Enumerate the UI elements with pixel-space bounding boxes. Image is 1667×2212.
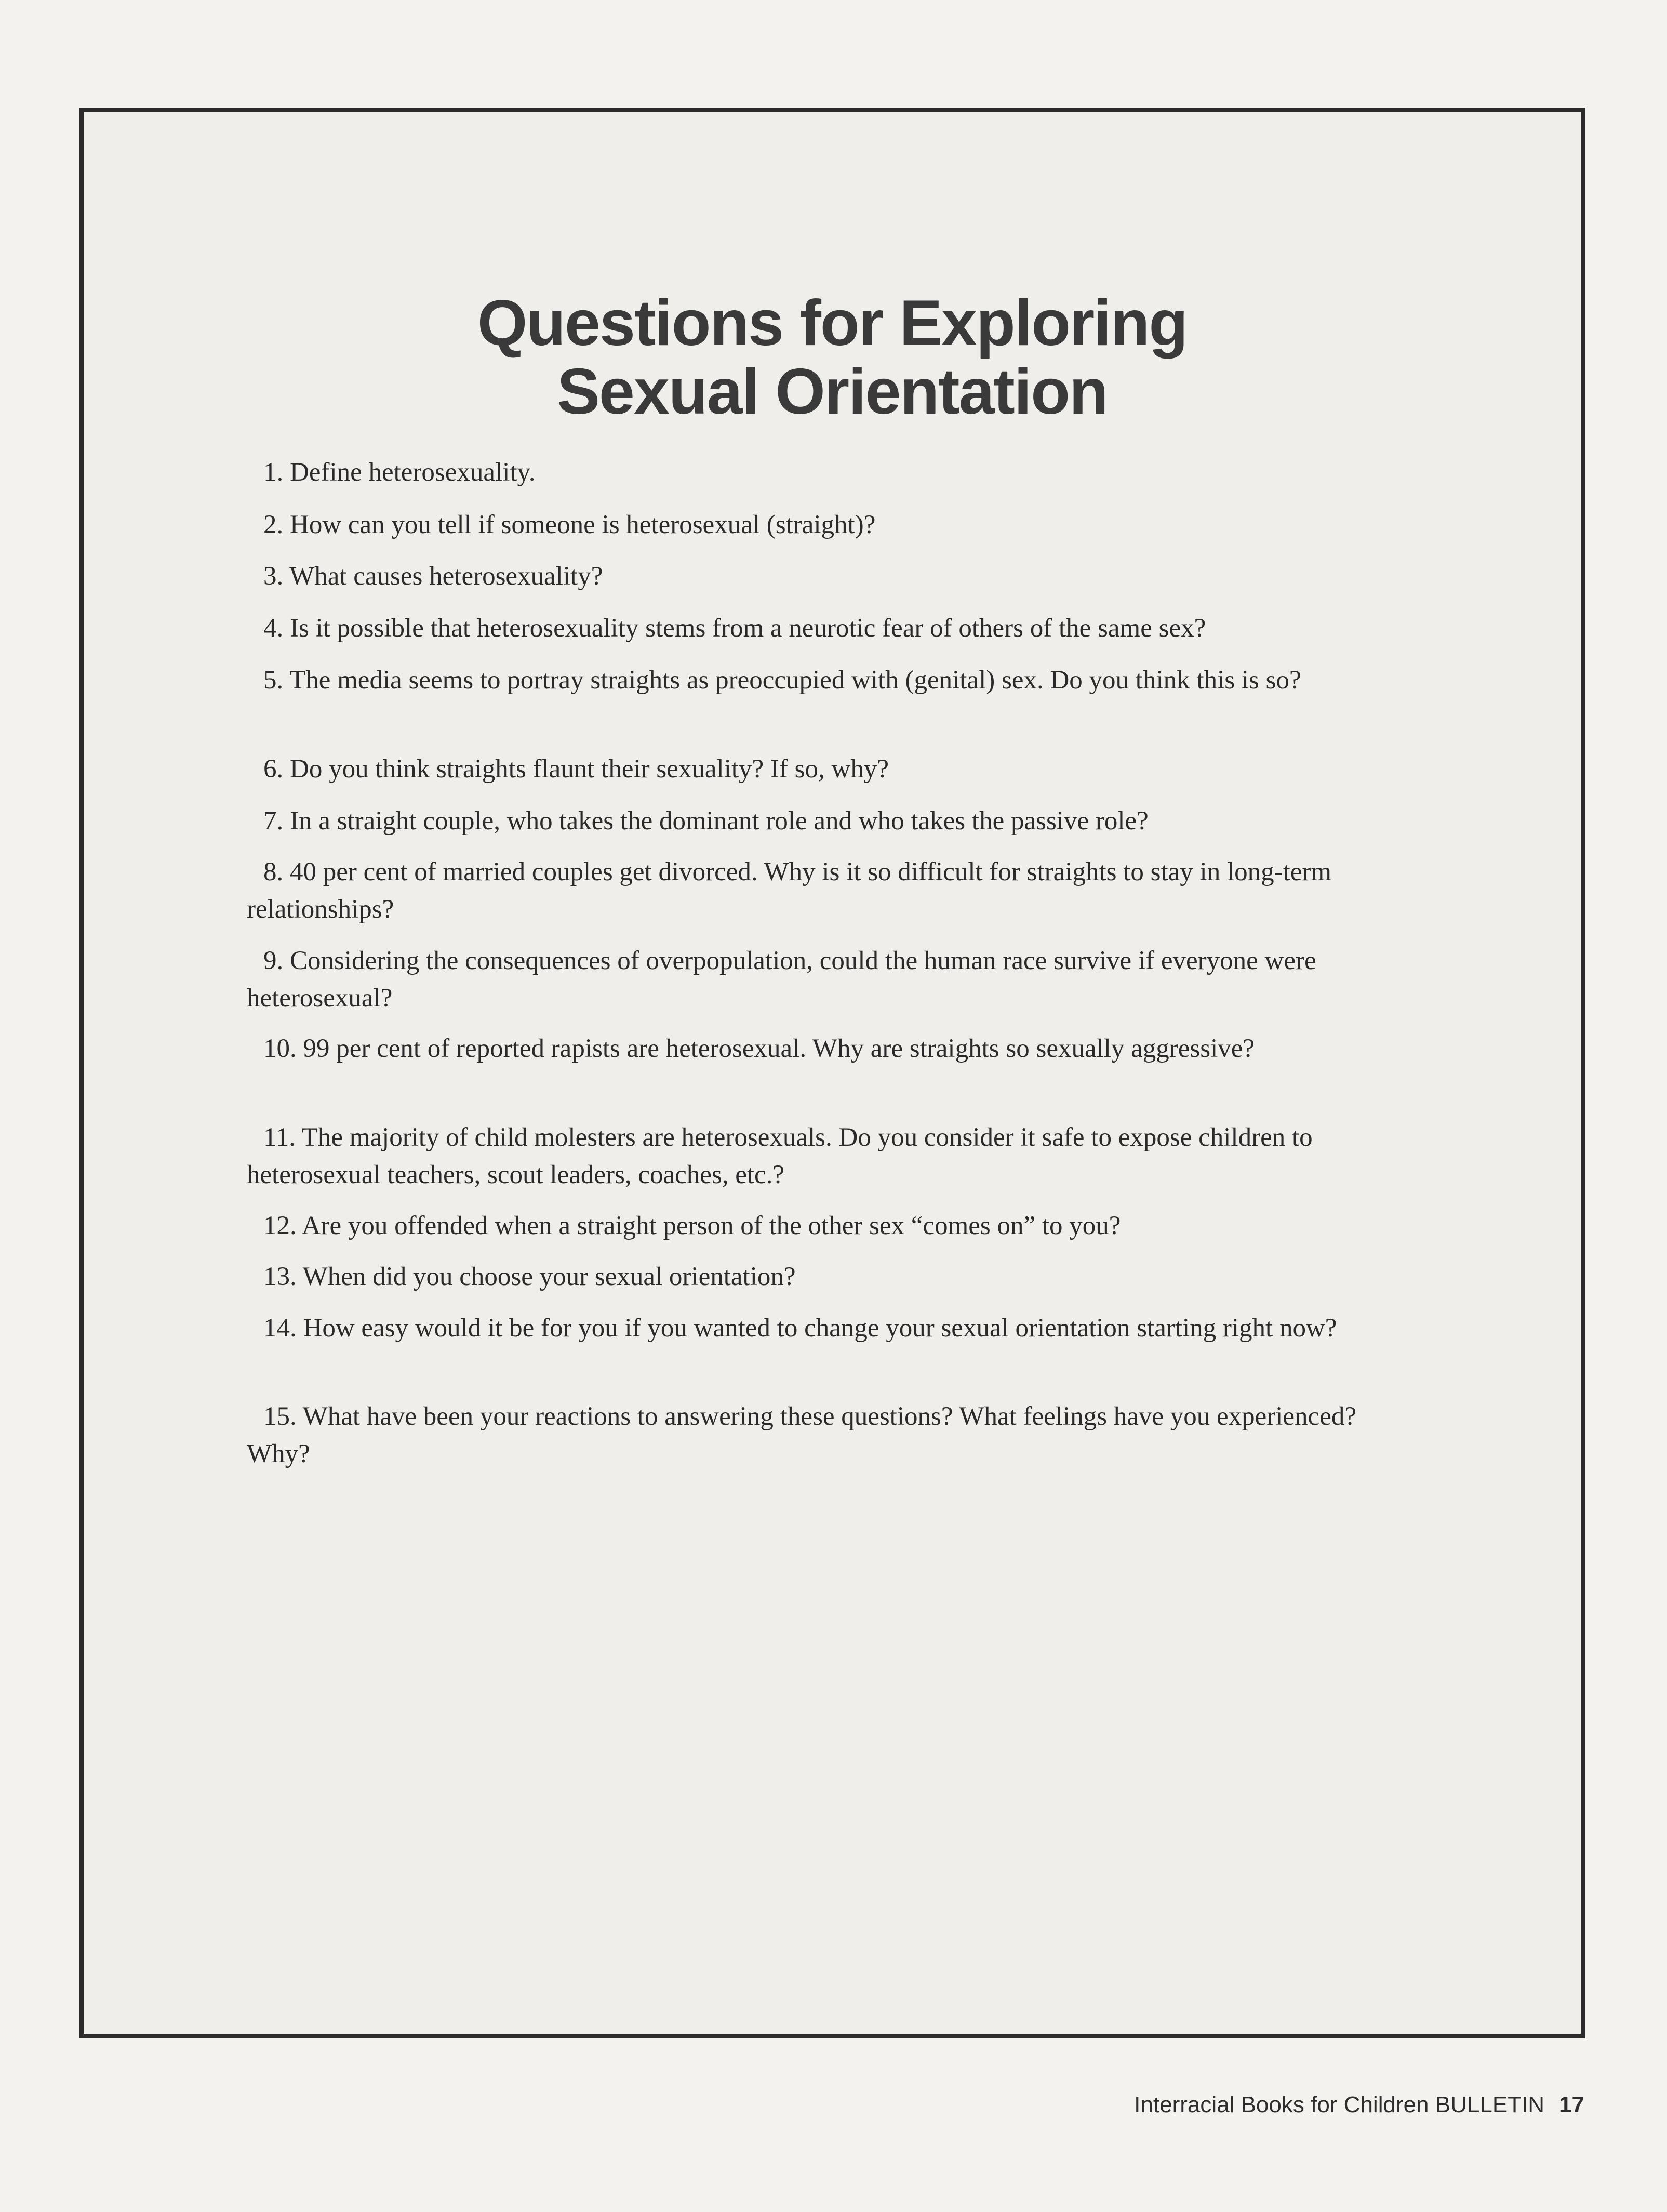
- question-item: [247, 558, 1421, 595]
- question-item: [247, 610, 1421, 647]
- question-item: [247, 1258, 1421, 1295]
- question-item: [247, 1030, 1421, 1067]
- question-text: Are you offended when a straight person of the other sex “comes on” to you?: [301, 1211, 1121, 1240]
- question-item: [247, 942, 1421, 1017]
- question-item: [247, 802, 1421, 840]
- question-item: [247, 1207, 1421, 1244]
- question-number: 8.: [263, 857, 284, 886]
- question-text: What have been your reactions to answering these questions? What feelings have you experienced? Why?: [247, 1402, 1356, 1468]
- question-number: 2.: [263, 510, 284, 539]
- question-item: [247, 1398, 1421, 1473]
- question-text: 40 per cent of married couples get divorced. Why is it so difficult for straights to stay in long-term relationships?: [247, 857, 1332, 924]
- question-number: 7.: [263, 806, 284, 836]
- question-item: [247, 454, 1421, 491]
- question-number: 6.: [263, 754, 284, 784]
- page-number: 17: [1559, 2092, 1584, 2117]
- question-item: [247, 1309, 1421, 1347]
- question-text: Do you think straights flaunt their sexuality? If so, why?: [290, 754, 889, 784]
- question-text: The media seems to portray straights as preoccupied with (genital) sex. Do you think this is so?: [289, 666, 1301, 695]
- question-number: 11.: [263, 1123, 296, 1152]
- question-number: 15.: [263, 1402, 297, 1431]
- title-line-1: Questions for Exploring: [477, 287, 1188, 359]
- question-text: 99 per cent of reported rapists are heterosexual. Why are straights so sexually aggressive?: [303, 1034, 1255, 1063]
- question-number: 13.: [263, 1262, 297, 1291]
- page-footer: [1117, 2091, 1584, 2118]
- question-item: [247, 1119, 1421, 1194]
- question-box: [79, 108, 1585, 2038]
- question-number: 5.: [263, 666, 284, 695]
- question-number: 14.: [263, 1314, 297, 1343]
- question-number: 3.: [263, 562, 284, 591]
- question-text: Considering the consequences of overpopulation, could the human race survive if everyone were heterosexual?: [247, 946, 1316, 1013]
- question-text: Is it possible that heterosexuality stems from a neurotic fear of others of the same sex?: [290, 614, 1206, 643]
- question-item: [247, 506, 1421, 544]
- question-text: How easy would it be for you if you wanted to change your sexual orientation starting right now?: [303, 1314, 1337, 1343]
- question-text: When did you choose your sexual orientation?: [302, 1262, 796, 1291]
- question-number: 9.: [263, 946, 284, 975]
- question-number: 10.: [263, 1034, 297, 1063]
- question-item: [247, 661, 1421, 699]
- question-item: [247, 750, 1421, 788]
- question-number: 4.: [263, 614, 284, 643]
- question-item: [247, 853, 1421, 928]
- question-number: 1.: [263, 458, 284, 487]
- question-number: 12.: [263, 1211, 297, 1240]
- question-text: What causes heterosexuality?: [289, 562, 603, 591]
- question-text: How can you tell if someone is heterosexual (straight)?: [290, 510, 876, 539]
- question-text: In a straight couple, who takes the dominant role and who takes the passive role?: [290, 806, 1149, 836]
- title-line-2: Sexual Orientation: [557, 356, 1108, 428]
- page-title: [84, 289, 1581, 426]
- publication-name: Interracial Books for Children BULLETIN: [1134, 2092, 1545, 2117]
- question-text: Define heterosexuality.: [290, 458, 536, 487]
- question-text: The majority of child molesters are heterosexuals. Do you consider it safe to expose children to heterosexual teachers, scout leaders, coaches, etc.?: [247, 1123, 1313, 1189]
